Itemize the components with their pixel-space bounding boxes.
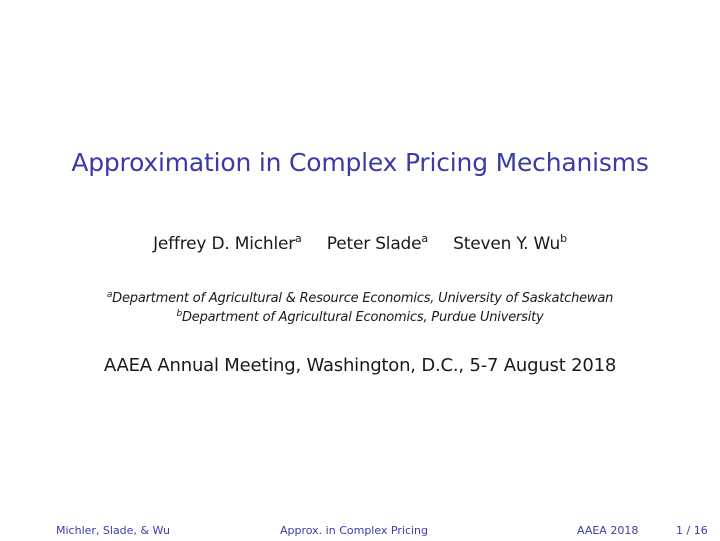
author-michler xyxy=(153,234,302,254)
affiliation-a xyxy=(0,289,720,308)
footer-authors: Michler, Slade, & Wu xyxy=(56,524,170,537)
author-affiliation-mark: a xyxy=(421,232,428,245)
author-slade xyxy=(327,234,428,254)
affiliation-text: Department of Agricultural & Resource Economics, University of Saskatchewan xyxy=(112,291,614,306)
footer-event: AAEA 2018 xyxy=(577,524,639,537)
footer-short-title: Approx. in Complex Pricing xyxy=(280,524,429,537)
author-name: Steven Y. Wu xyxy=(453,234,561,254)
affiliation-mark: b xyxy=(176,309,182,319)
author-name: Jeffrey D. Michler xyxy=(153,234,296,254)
affiliation-list xyxy=(0,289,720,327)
affiliation-mark: a xyxy=(106,290,113,300)
meeting-info: AAEA Annual Meeting, Washington, D.C., 5-7 August 2018 xyxy=(103,355,617,376)
author-affiliation-mark: b xyxy=(560,232,567,245)
author-wu xyxy=(453,234,567,254)
affiliation-b xyxy=(0,308,720,327)
footer-page-number: 1 / 16 xyxy=(676,524,708,537)
author-list xyxy=(0,234,720,254)
affiliation-text: Department of Agricultural Economics, Purdue University xyxy=(181,310,544,325)
slide-footer xyxy=(0,521,720,541)
slide-title: Approximation in Complex Pricing Mechanisms xyxy=(71,148,649,177)
author-name: Peter Slade xyxy=(326,234,422,254)
author-affiliation-mark: a xyxy=(295,232,302,245)
